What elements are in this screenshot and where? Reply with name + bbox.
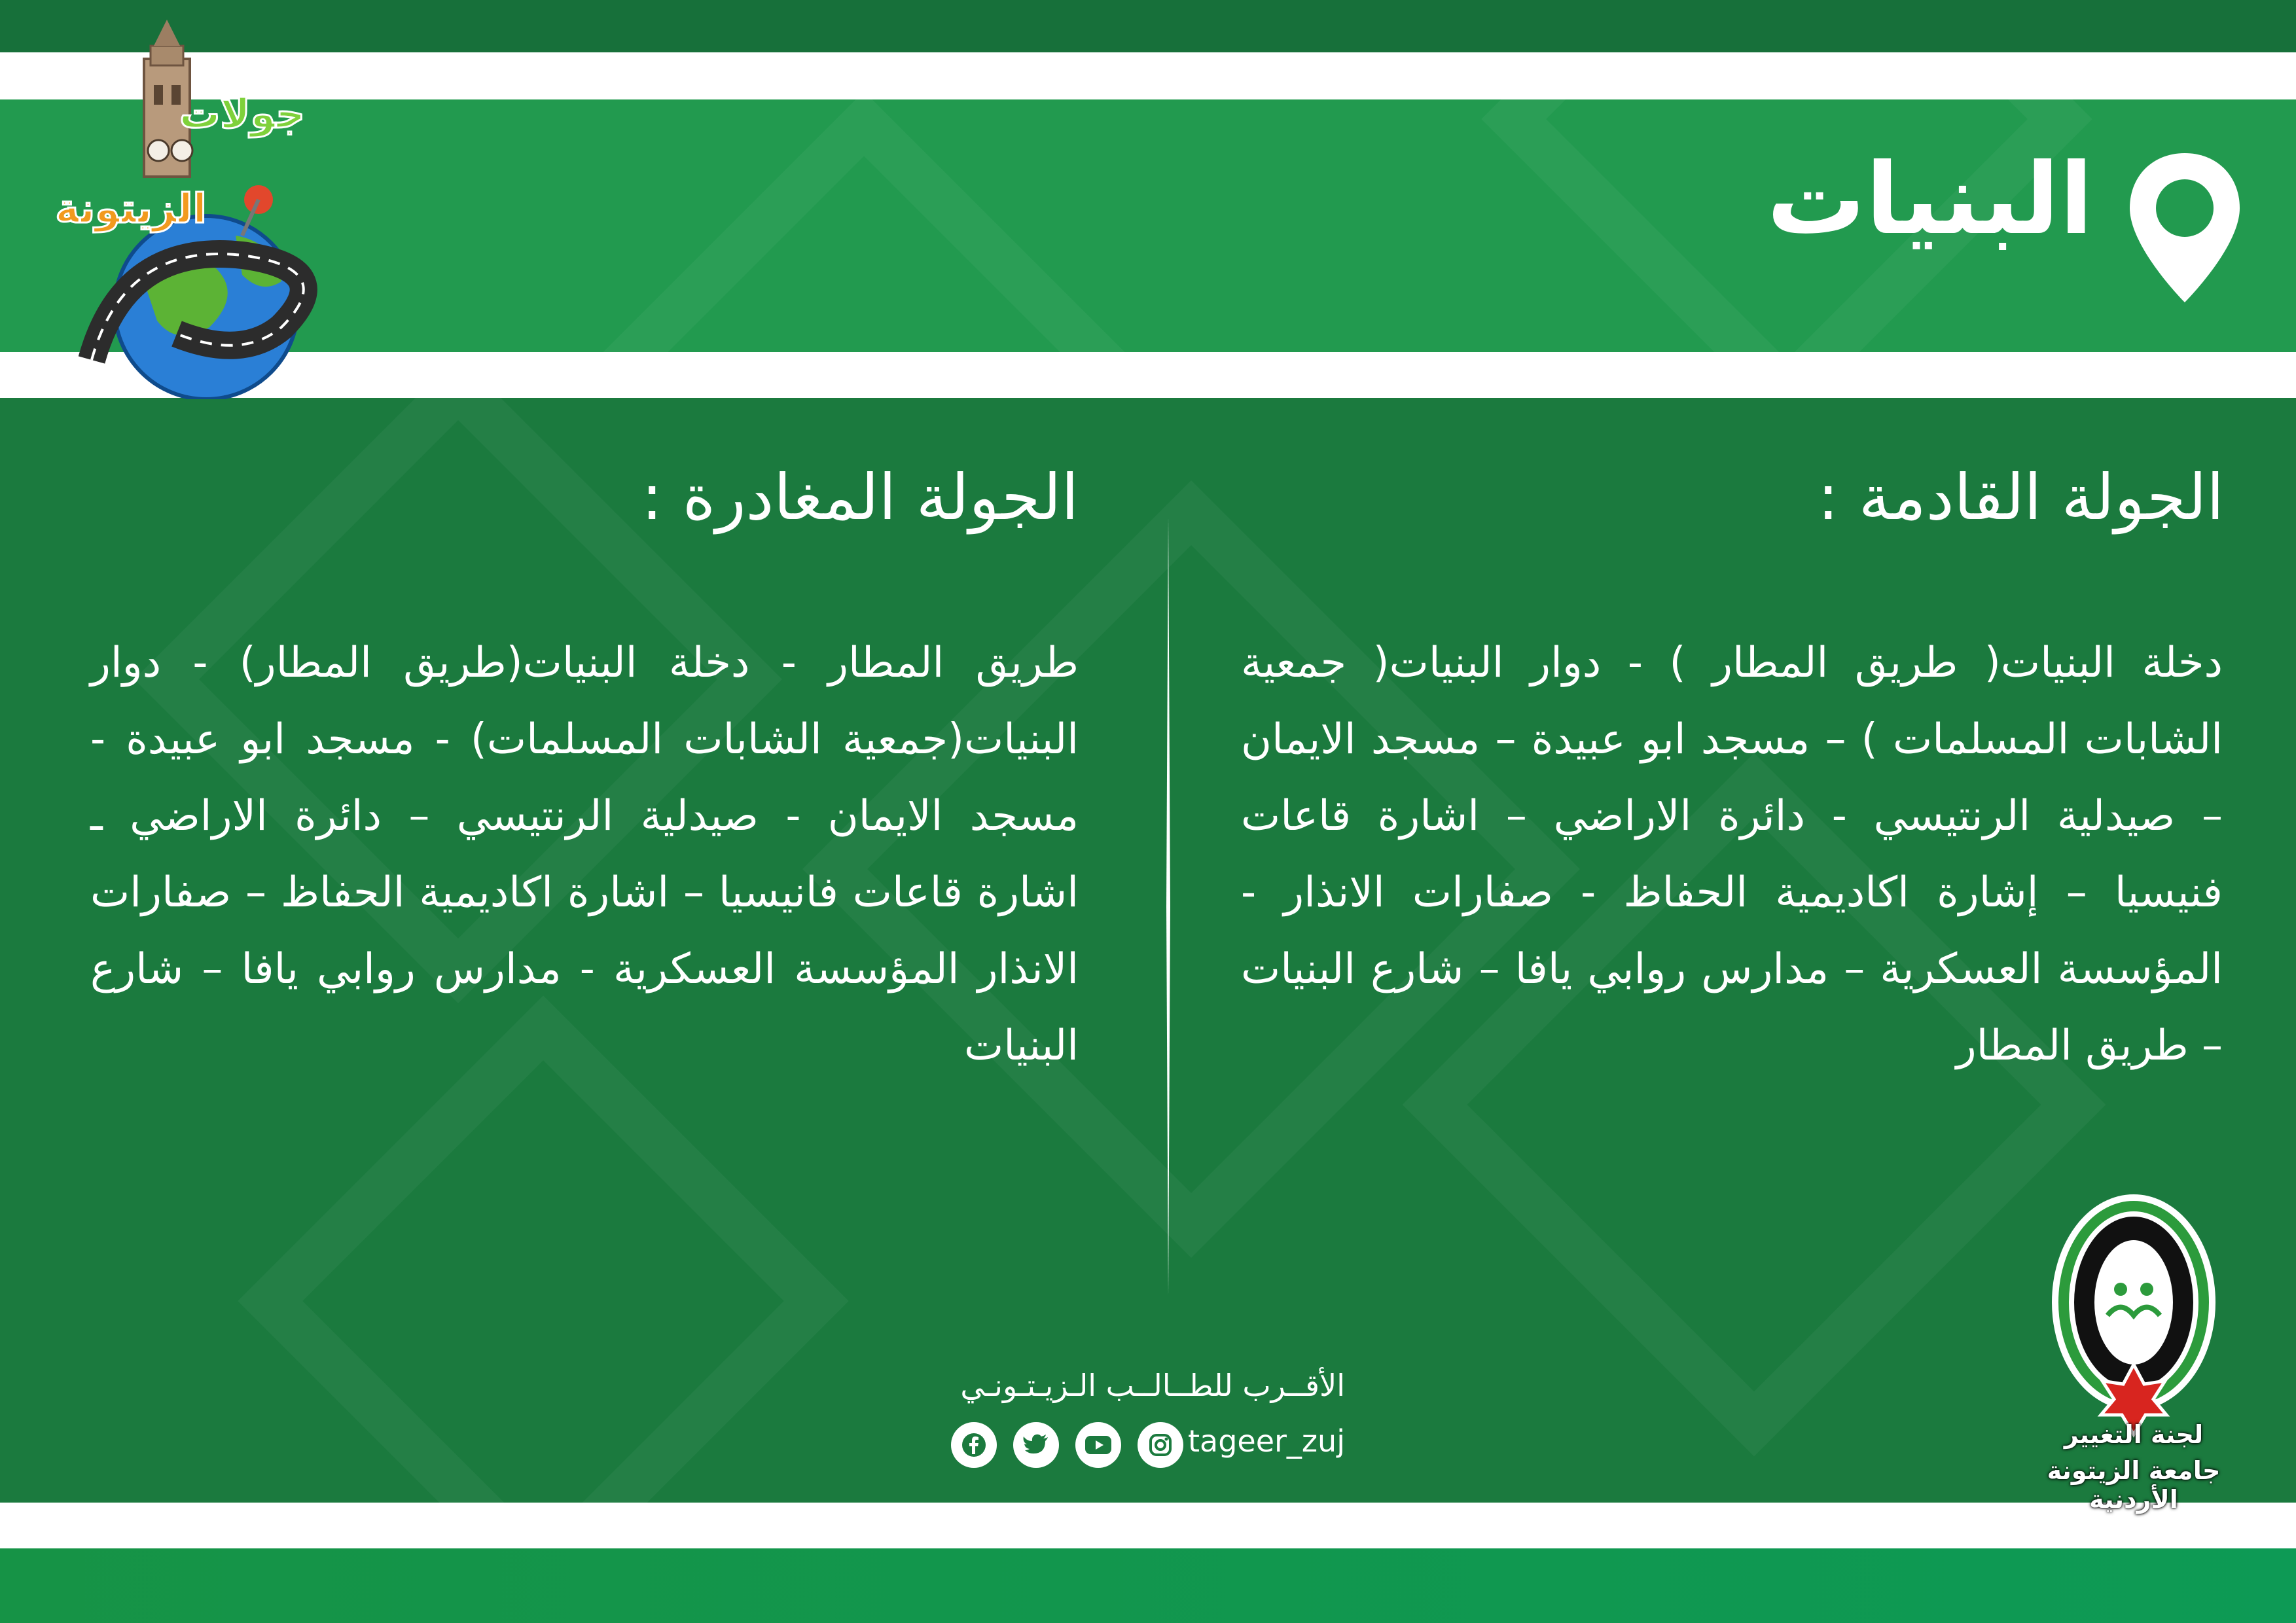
white-stripe-middle [0, 352, 2296, 398]
logo-line1: جولات [179, 90, 306, 137]
social-handle: tageer_zuj [1187, 1423, 1345, 1459]
departure-heading: الجولة المغادرة : [641, 461, 1079, 534]
departure-route: طريق المطار - دخلة البنيات(طريق المطار) - دوار البنيات(جمعية الشابات المسلمات) - مسجد ابو عبيدة - مسجد الايمان - صيدلية الرنتيسي – دائرة الاراضي ـ اشارة قاعات فانيسيا – اشارة اكاديمية الحفاظ – صفارات الانذار المؤسسة العسكرية - مدارس روابي يافا – شارع البنيات [90, 639, 1079, 1070]
column-divider [1166, 517, 1170, 1296]
white-stripe-bottom [0, 1503, 2296, 1548]
facebook-icon[interactable] [951, 1422, 997, 1468]
page-title: البنيات [1767, 143, 2093, 257]
arrival-heading: الجولة القادمة : [1818, 461, 2224, 534]
tagline: الأقــرب للطــالــب الـزيـتـونـي [960, 1368, 1345, 1403]
top-band [0, 0, 2296, 52]
youtube-icon[interactable] [1075, 1422, 1121, 1468]
tours-logo [46, 20, 334, 399]
logo-line2: الزيتونة [55, 185, 207, 232]
committee-name: لجنة التغيير [2064, 1420, 2204, 1449]
bottom-band [0, 1548, 2296, 1623]
location-pin-icon [2126, 149, 2244, 306]
twitter-icon[interactable] [1013, 1422, 1059, 1468]
white-stripe-top [0, 52, 2296, 99]
arrival-route: دخلة البنيات( طريق المطار ) - دوار البنيات( جمعية الشابات المسلمات ) – مسجد ابو عبيدة – مسجد الايمان – صيدلية الرنتيسي - دائرة الاراضي – اشارة قاعات فنيسيا – إشارة اكاديمية الحفاظ - صفارات الانذار - المؤسسة العسكرية – مدارس روابي يافا – شارع البنيات – طريق المطار [1241, 639, 2223, 1070]
instagram-icon[interactable] [1138, 1422, 1183, 1468]
university-name: جامعة الزيتونة الأردنية [2047, 1456, 2221, 1514]
